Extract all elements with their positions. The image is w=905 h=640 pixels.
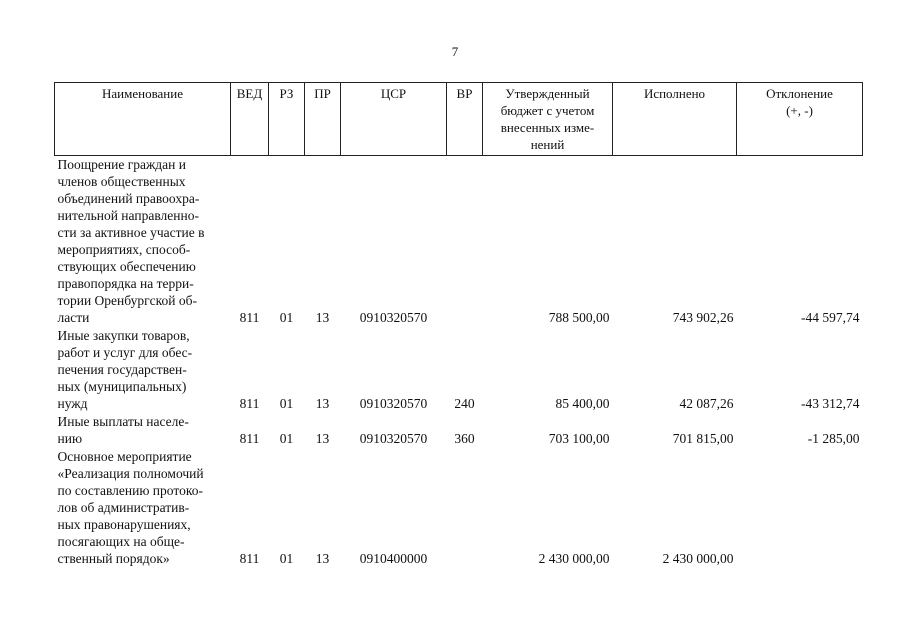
row-csr: 0910320570 (359, 310, 428, 325)
header-deviation-line: Отклонение (766, 86, 833, 101)
name-line: «Реализация полномочий (57, 466, 204, 481)
header-vr: ВР (447, 83, 483, 156)
row-csr: 0910320570 (359, 396, 428, 411)
row-pr: 13 (315, 396, 330, 411)
name-line: членов общественных (57, 174, 186, 189)
name-line: Поощрение граждан и (57, 157, 186, 172)
row-approved: 703 100,00 (548, 431, 610, 446)
table-row (55, 413, 863, 448)
name-line: тории Оренбургской об- (57, 293, 197, 308)
row-csr: 0910400000 (359, 551, 428, 566)
row-name (55, 327, 231, 413)
row-approved: 85 400,00 (555, 396, 610, 411)
name-line: Основное мероприятие (57, 449, 192, 464)
name-line: мероприятиях, способ- (57, 242, 191, 257)
row-ved: 811 (239, 551, 260, 566)
header-approved (483, 83, 613, 156)
name-line: нужд (57, 396, 88, 411)
page-number: 7 (451, 44, 459, 59)
row-ved: 811 (239, 396, 260, 411)
row-name (55, 156, 231, 328)
name-line: печения государствен- (57, 362, 187, 377)
row-ved: 811 (239, 310, 260, 325)
name-line: правопорядка на терри- (57, 276, 194, 291)
row-deviation: -43 312,74 (801, 396, 860, 411)
name-line: лов об административ- (57, 500, 190, 515)
table-row (55, 448, 863, 568)
row-rz: 01 (279, 310, 294, 325)
row-executed: 2 430 000,00 (662, 551, 734, 566)
name-line: объединений правоохра- (57, 191, 200, 206)
header-executed: Исполнено (613, 83, 737, 156)
header-deviation-line: (+, -) (786, 103, 813, 118)
row-vr (447, 448, 483, 568)
name-line: работ и услуг для обес- (57, 345, 193, 360)
name-line: ственный порядок» (57, 551, 170, 566)
header-name: Наименование (55, 83, 231, 156)
row-name (55, 448, 231, 568)
header-csr: ЦСР (341, 83, 447, 156)
header-approved-line: бюджет с учетом (500, 103, 595, 118)
row-deviation (737, 448, 863, 568)
name-line: ласти (57, 310, 90, 325)
row-approved: 788 500,00 (548, 310, 610, 325)
row-vr: 240 (454, 396, 475, 411)
row-pr: 13 (315, 551, 330, 566)
header-deviation (737, 83, 863, 156)
header-ved: ВЕД (231, 83, 269, 156)
name-line: сти за активное участие в (57, 225, 205, 240)
name-line: ных правонарушениях, (57, 517, 191, 532)
budget-table (54, 82, 863, 568)
row-executed: 743 902,26 (672, 310, 734, 325)
name-line: посягающих на обще- (57, 534, 185, 549)
row-pr: 13 (315, 431, 330, 446)
row-name (55, 413, 231, 448)
name-line: ных (муниципальных) (57, 379, 187, 394)
row-vr: 360 (454, 431, 475, 446)
name-line: по составлению протоко- (57, 483, 203, 498)
header-row (55, 83, 863, 156)
name-line: Иные закупки товаров, (57, 328, 190, 343)
header-pr: ПР (305, 83, 341, 156)
row-vr (447, 156, 483, 328)
row-executed: 42 087,26 (679, 396, 734, 411)
name-line: ствующих обеспечению (57, 259, 196, 274)
row-ved: 811 (239, 431, 260, 446)
header-approved-line: внесенных изме- (500, 120, 595, 135)
row-rz: 01 (279, 551, 294, 566)
row-executed: 701 815,00 (672, 431, 734, 446)
name-line: нию (57, 431, 83, 446)
name-line: Иные выплаты населе- (57, 414, 189, 429)
name-line: нительной направленно- (57, 208, 199, 223)
table-row (55, 327, 863, 413)
row-deviation: -44 597,74 (801, 310, 860, 325)
row-pr: 13 (315, 310, 330, 325)
table-row (55, 156, 863, 328)
header-approved-line: нений (530, 137, 565, 152)
row-deviation: -1 285,00 (807, 431, 860, 446)
row-rz: 01 (279, 431, 294, 446)
header-rz: РЗ (269, 83, 305, 156)
row-csr: 0910320570 (359, 431, 428, 446)
header-approved-line: Утвержденный (505, 86, 590, 101)
row-approved: 2 430 000,00 (538, 551, 610, 566)
row-rz: 01 (279, 396, 294, 411)
